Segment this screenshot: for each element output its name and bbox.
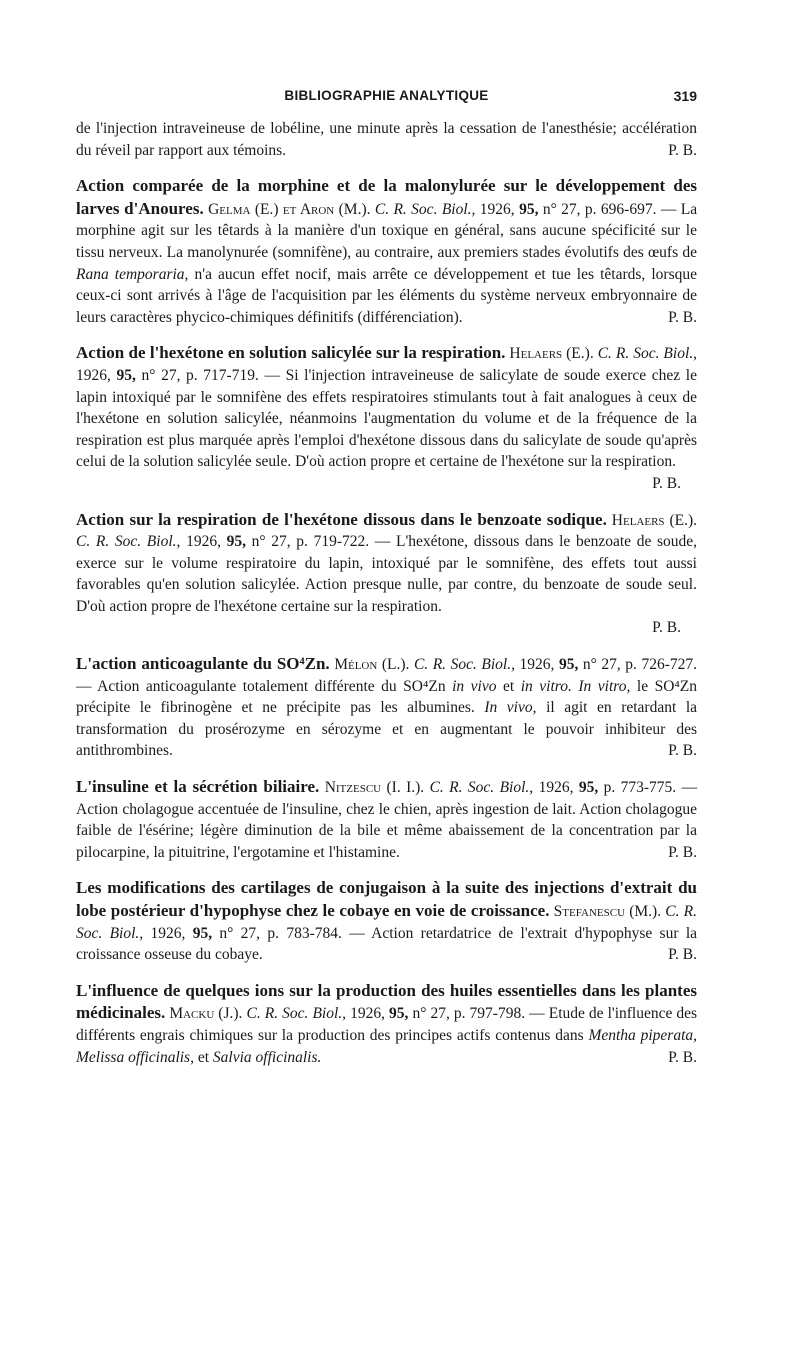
entry-journal: C. R. Soc. Biol., xyxy=(76,903,698,942)
entry-summary: il agit en retardant la transformation du prosérozyme en sérozyme et en augmentant le pouvoir inhibiteur des antithrombines. xyxy=(76,699,698,760)
entry-issue-pages: n° 27, p. 783-784. xyxy=(219,924,342,942)
entry-authors: Helaers (E.). xyxy=(509,345,594,363)
entry-summary: — Action anticoagulante totalement différente du SO⁴Zn xyxy=(76,677,446,695)
entry-year: 1926, xyxy=(538,779,574,797)
entry-summary: — Etude de l'influence des différents engrais chimiques sur la production des principes actifs contenus dans xyxy=(76,1005,698,1044)
page-header xyxy=(76,88,697,110)
bibliography-entry xyxy=(76,776,697,863)
entry-journal: C. R. Soc. Biol., xyxy=(374,200,476,218)
bibliography-entry xyxy=(76,509,697,640)
entry-year: 1926, xyxy=(76,366,111,384)
entry-authors: Stefanescu (M.). xyxy=(553,903,662,920)
latin-term: in vitro. In vitro, xyxy=(520,677,631,695)
entry-volume: 95, xyxy=(192,924,213,942)
signoff: P. B. xyxy=(668,308,697,326)
entry-summary: et xyxy=(503,677,515,695)
species-name: Rana temporaria, xyxy=(76,265,189,283)
signoff: P. B. xyxy=(652,619,681,637)
bibliography-entry xyxy=(76,342,697,494)
page-number: 319 xyxy=(673,88,697,104)
entry-year: 1926, xyxy=(150,924,186,942)
entry-issue-pages: n° 27, p. 719-722. xyxy=(251,533,370,551)
entry-year: 1926, xyxy=(186,533,221,551)
intro-paragraph xyxy=(76,118,697,161)
species-name: Salvia officinalis. xyxy=(212,1048,322,1066)
latin-term: In vivo, xyxy=(484,699,537,717)
signoff: P. B. xyxy=(668,946,697,964)
entry-authors: Mélon (L.). xyxy=(334,656,410,674)
entry-authors: Helaers (E.). xyxy=(611,511,698,529)
entry-authors: Gelma (E.) et Aron (M.). xyxy=(208,200,371,218)
entry-title: L'insuline et la sécrétion biliaire. xyxy=(76,777,320,797)
page-content xyxy=(76,118,697,1068)
entry-volume: 95, xyxy=(578,779,599,797)
entry-volume: 95, xyxy=(116,366,136,384)
entry-summary-cont: n'a aucun effet nocif, mais arrête ce développement et tue les têtards, lorsque ceux-ci sont arrivés à l'âge de l'acquisition par les éléments du système nerveux embryonnaire de leurs caractères phycico-chimiques définitifs (différenciation). xyxy=(76,265,698,326)
entry-volume: 95, xyxy=(226,533,246,551)
entry-summary: — Action cholagogue accentuée de l'insuline, chez le chien, après ingestion de lait. Action cholagogue faible de l'ésérine; légère diminution de la bile et même abaissement de la concentration par la pilocarpine, la pituitrine, l'ergotamine et l'histamine. xyxy=(76,779,698,861)
entry-journal: C. R. Soc. Biol., xyxy=(76,533,181,551)
bibliography-entry xyxy=(76,653,697,762)
signoff: P. B. xyxy=(668,141,697,159)
species-name: Mentha piperata, Melissa officinalis, xyxy=(76,1026,698,1066)
entry-issue-pages: n° 27, p. 726-727. xyxy=(582,656,697,674)
bibliography-entry xyxy=(76,175,697,328)
signoff: P. B. xyxy=(668,742,697,760)
signoff: P. B. xyxy=(652,474,681,492)
entry-authors: Macku (J.). xyxy=(169,1005,243,1023)
entry-issue-pages: n° 27, p. 717-719. xyxy=(141,366,259,384)
entry-issue-pages: n° 27, p. 797-798. xyxy=(412,1005,526,1023)
running-title: BIBLIOGRAPHIE ANALYTIQUE xyxy=(284,88,489,103)
entry-volume: 95, xyxy=(558,656,579,674)
signoff: P. B. xyxy=(668,843,697,861)
entry-summary: — Si l'injection intraveineuse de salicylate de soude exerce chez le lapin intoxiqué par le somnifène des effets respiratoires stimulants tout à fait analogues à ceux de l'hexétone en solution salicylée, néanmoins l'augmentation du volume et de la fréquence de la respiration est plus marquée après l'emploi d'hexétone dissous dans du salicylate de soude qu'après celui de la solution salicylée seule. D'où action propre et certaine de l'hexétone sur la respiration. xyxy=(76,366,697,471)
entry-title: Les modifications des cartilages de conjugaison à la suite des injections d'extrait du lobe postérieur d'hypophyse chez le cobaye en voie de croissance. xyxy=(76,878,697,920)
entry-summary: — La morphine agit sur les têtards à la manière d'un toxique en général, sans aucune spécificité sur le tissu nerveux. La manolynurée (somnifène), au contraire, aux premiers stades évolutifs des œufs de xyxy=(76,200,698,261)
entry-title: Action comparée de la morphine et de la malonylurée sur le développement des larves d'Anoures. xyxy=(76,176,697,218)
entry-volume: 95, xyxy=(519,200,539,218)
entry-year: 1926, xyxy=(350,1005,385,1023)
entry-summary: — Action retardatrice de l'extrait d'hypophyse sur la croissance osseuse du cobaye. xyxy=(76,924,698,964)
entry-journal: C. R. Soc. Biol., xyxy=(246,1005,347,1023)
entry-year: 1926, xyxy=(479,200,515,218)
entry-journal: C. R. Soc. Biol., xyxy=(429,779,534,797)
bibliography-entry xyxy=(76,877,697,965)
entry-title: L'action anticoagulante du SO⁴Zn. xyxy=(76,654,330,674)
entry-title: Action sur la respiration de l'hexétone dissous dans le benzoate sodique. xyxy=(76,509,607,529)
entry-summary: — L'hexétone, dissous dans le benzoate de soude, exerce sur le volume respiratoire du lapin, intoxiqué par le somnifène, des effets tout aussi favorables qu'en solution salicylée. Action presque nulle, par contre, du benzoate de soude seul. D'où action propre de l'hexétone certaine sur la respiration. xyxy=(76,533,698,615)
signoff: P. B. xyxy=(668,1048,697,1066)
entry-authors: Nitzescu (I. I.). xyxy=(324,779,425,797)
entry-issue-pages: n° 27, p. 696-697. xyxy=(542,200,657,218)
entry-year: 1926, xyxy=(519,656,555,674)
entry-journal: C. R. Soc. Biol., xyxy=(413,656,515,674)
entry-summary: le SO⁴Zn précipite le fibrinogène et ne précipite pas les albumines. xyxy=(76,677,698,717)
intro-text: de l'injection intraveineuse de lobéline, une minute après la cessation de l'anesthésie; accélération du réveil par rapport aux témoins. xyxy=(76,120,697,159)
bibliography-entry xyxy=(76,980,697,1068)
entry-summary: et xyxy=(197,1048,210,1066)
entry-issue-pages: p. 773-775. xyxy=(603,779,677,797)
entry-journal: C. R. Soc. Biol., xyxy=(597,345,698,363)
latin-term: in vivo xyxy=(452,677,497,695)
entry-title: L'influence de quelques ions sur la production des huiles essentielles dans les plantes médicinales. xyxy=(76,980,697,1023)
entry-title: Action de l'hexétone en solution salicylée sur la respiration. xyxy=(76,343,506,363)
entry-volume: 95, xyxy=(389,1005,409,1023)
